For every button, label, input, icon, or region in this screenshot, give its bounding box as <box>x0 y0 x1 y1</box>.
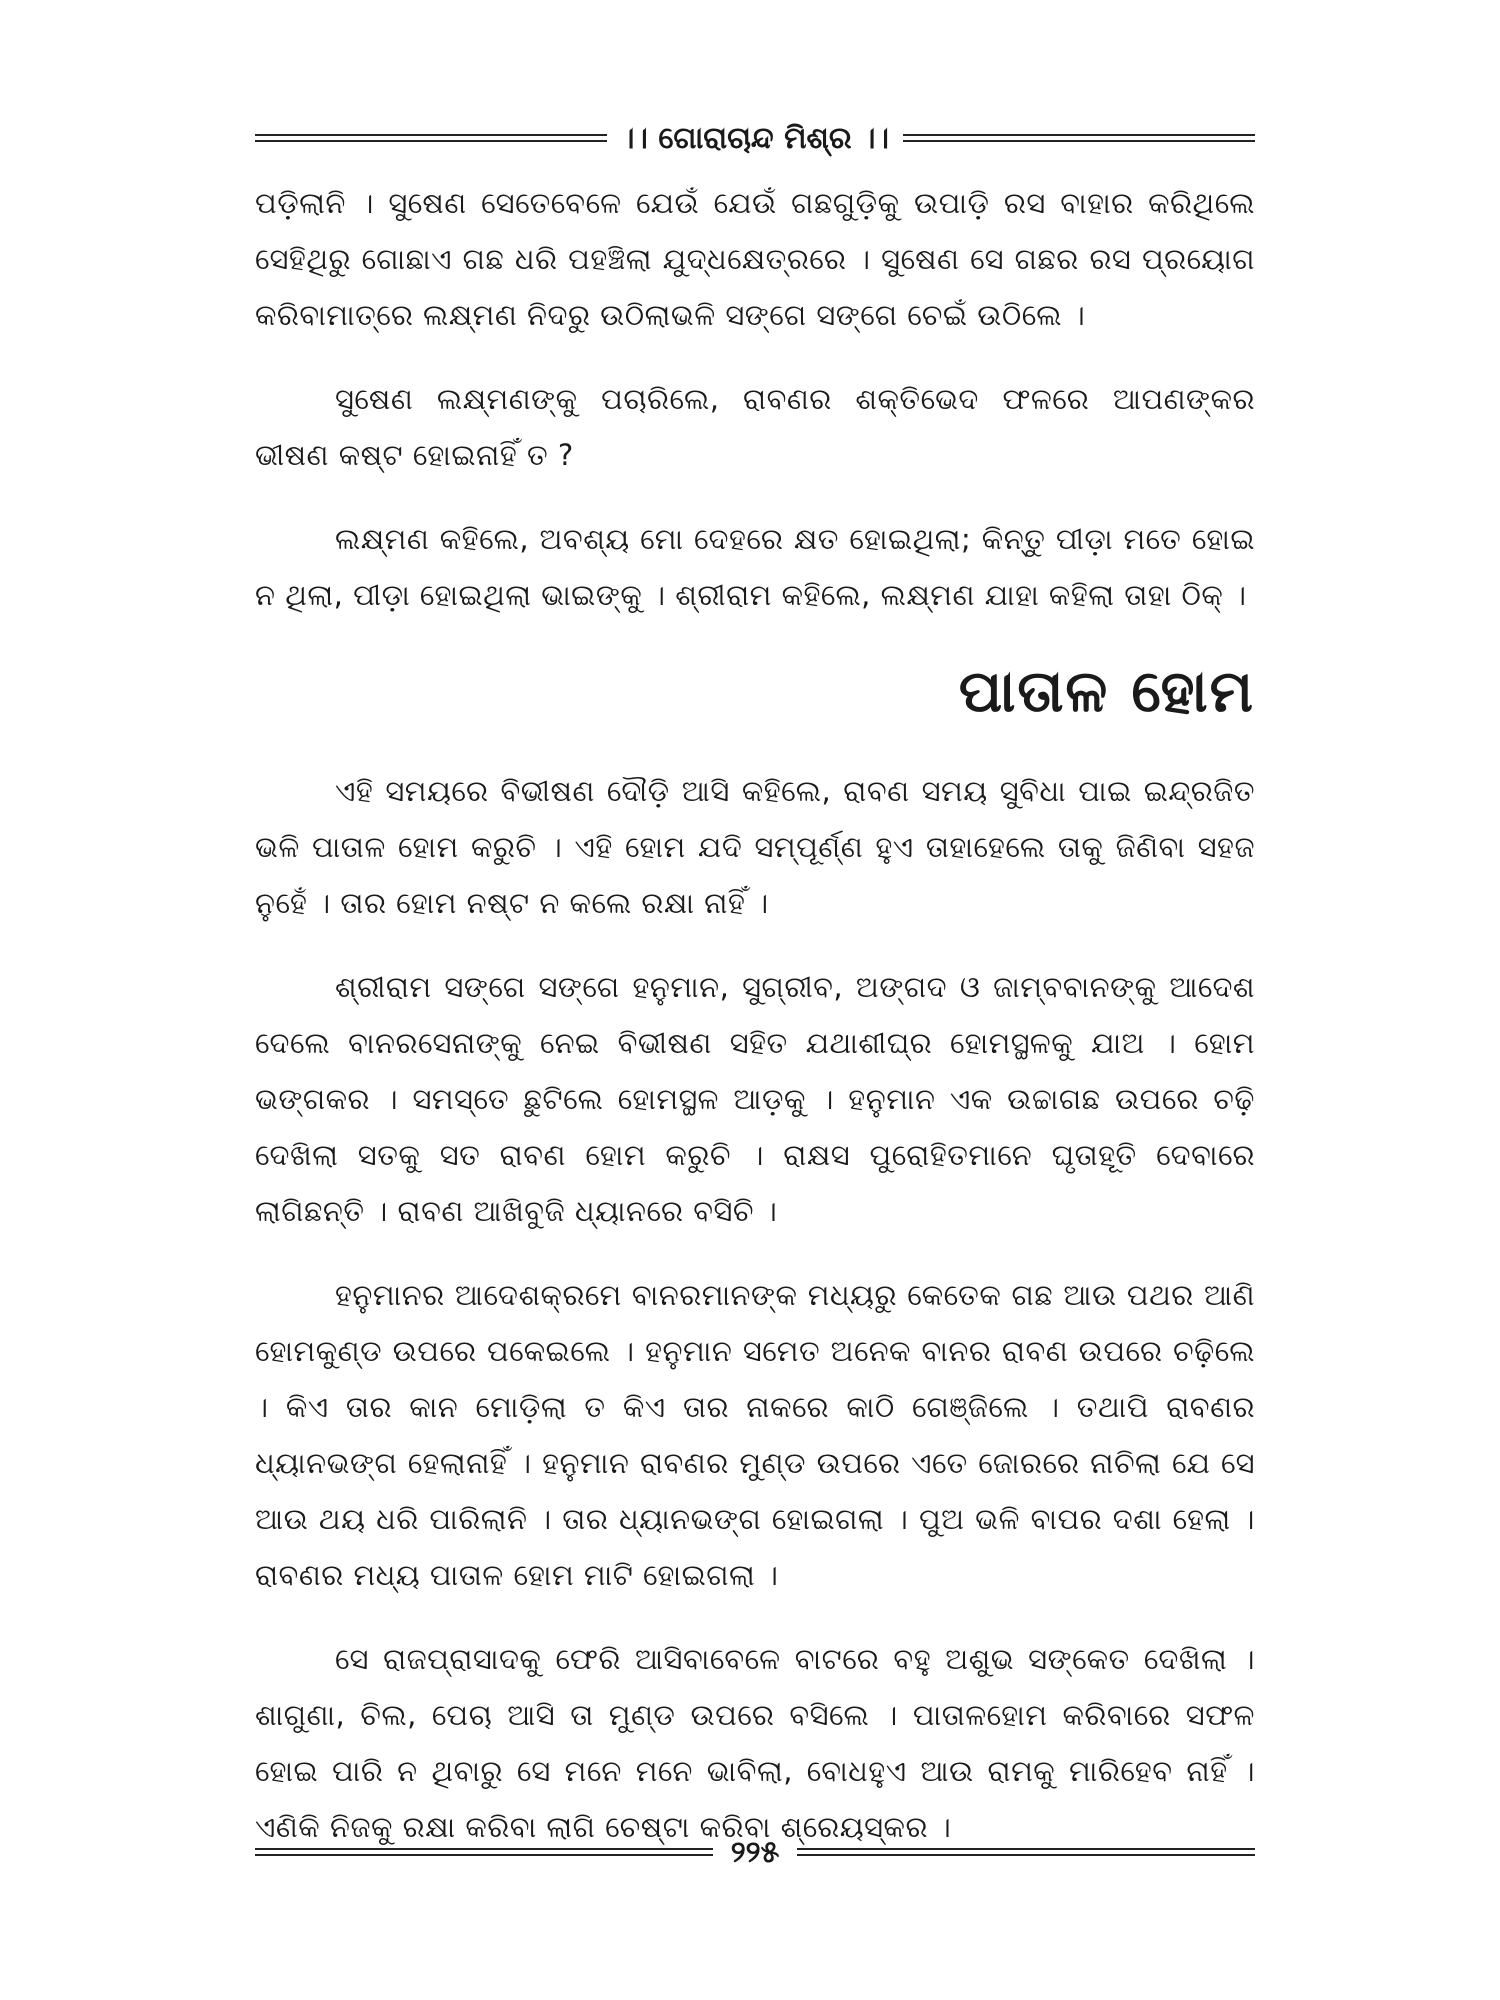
header-title: ।। ଗୋରାଚାନ୍ଦ ମିଶ୍ର ।। <box>620 120 890 156</box>
header-rule-right <box>903 134 1255 142</box>
footer-rule-left <box>255 1848 713 1856</box>
footer-rule-right <box>797 1848 1255 1856</box>
page-footer <box>255 1832 1255 1872</box>
paragraph-continued: ପଡ଼ିଲାନି । ସୁଷେଣ ସେତେବେଳେ ଯେଉଁ ଯେଉଁ ଗଛଗୁଡ଼ିକୁ ଉପାଡ଼ି ରସ ବାହାର କରିଥିଲେ ସେହିଥିରୁ ଗୋଛାଏ ଗଛ ଧରି ପହଞ୍ଚିଲା ଯୁଦ୍ଧକ୍ଷେତ୍ରରେ । ସୁଷେଣ ସେ ଗଛର ରସ ପ୍ରୟୋଗ କରିବାମାତ୍ରେ ଲକ୍ଷ୍ମଣ ନିଦରୁ ଉଠିଲାଭଳି ସଙ୍ଗେ ସଙ୍ଗେ ଚେଇଁ ଉଠିଲେ । <box>255 186 1255 332</box>
paragraph: ଏହି ସମୟରେ ବିଭୀଷଣ ଦୌଡ଼ି ଆସି କହିଲେ, ରାବଣ ସମୟ ସୁବିଧା ପାଇ ଇନ୍ଦ୍ରଜିତ ଭଳି ପାତାଳ ହୋମ କରୁଚି । ଏହି ହୋମ ଯଦି ସମ୍ପୂର୍ଣ୍ଣ ହୁଏ ତାହାହେଲେ ତାକୁ ଜିଣିବା ସହଜ ନୁହେଁ । ତାର ହୋମ ନଷ୍ଟ ନ କଲେ ରକ୍ଷା ନାହିଁ । <box>255 774 1255 920</box>
page-number: ୨୨୫ <box>730 1834 780 1870</box>
section-heading: ପାତାଳ ହୋମ <box>958 657 1255 725</box>
page-body <box>255 175 1255 1883</box>
header-rule-left <box>255 134 607 142</box>
paragraph: ସୁଷେଣ ଲକ୍ଷ୍ମଣଙ୍କୁ ପଚାରିଲେ, ରାବଣର ଶକ୍ତିଭେଦ ଫଳରେ ଆପଣଙ୍କର ଭୀଷଣ କଷ୍ଟ ହୋଇନାହିଁ ତ ? <box>255 382 1255 472</box>
paragraph: ହନୁମାନର ଆଦେଶକ୍ରମେ ବାନରମାନଙ୍କ ମଧ୍ୟରୁ କେତେକ ଗଛ ଆଉ ପଥର ଆଣି ହୋମକୁଣ୍ଡ ଉପରେ ପକେଇଲେ । ହନୁମାନ ସମେତ ଅନେକ ବାନର ରାବଣ ଉପରେ ଚଢ଼ିଲେ । କିଏ ତାର କାନ ମୋଡ଼ିଲା ତ କିଏ ତାର ନାକରେ କାଠି ଗେଞ୍ଜିଲେ । ତଥାପି ରାବଣର ଧ୍ୟାନଭଙ୍ଗ ହେଲାନାହିଁ । ହନୁମାନ ରାବଣର ମୁଣ୍ଡ ଉପରେ ଏତେ ଜୋରରେ ନାଚିଲା ଯେ ସେ ଆଉ ଥୟ ଧରି ପାରିଲାନି । ତାର ଧ୍ୟାନଭଙ୍ଗ ହୋଇଗଲା । ପୁଅ ଭଳି ବାପର ଦଶା ହେଲା । ରାବଣର ମଧ୍ୟ ପାତାଳ ହୋମ ମାଟି ହୋଇଗଲା । <box>255 1278 1255 1592</box>
paragraph: ଶ୍ରୀରାମ ସଙ୍ଗେ ସଙ୍ଗେ ହନୁମାନ, ସୁଗ୍ରୀବ, ଅଙ୍ଗଦ ଓ ଜାମ୍ବବାନଙ୍କୁ ଆଦେଶ ଦେଲେ ବାନରସେନାଙ୍କୁ ନେଇ ବିଭୀଷଣ ସହିତ ଯଥାଶୀଘ୍ର ହୋମସ୍ଥଳକୁ ଯାଅ । ହୋମ ଭଙ୍ଗକର । ସମସ୍ତେ ଛୁଟିଲେ ହୋମସ୍ଥଳ ଆଡ଼କୁ । ହନୁମାନ ଏକ ଉଚ୍ଚାଗଛ ଉପରେ ଚଢ଼ି ଦେଖିଲା ସତକୁ ସତ ରାବଣ ହୋମ କରୁଚି । ରାକ୍ଷସ ପୁରୋହିତମାନେ ଘୃତାହୂତି ଦେବାରେ ଲାଗିଛନ୍ତି । ରାବଣ ଆଖିବୁଜି ଧ୍ୟାନରେ ବସିଚି । <box>255 970 1255 1228</box>
paragraph: ଲକ୍ଷ୍ମଣ କହିଲେ, ଅବଶ୍ୟ ମୋ ଦେହରେ କ୍ଷତ ହୋଇଥିଲା; କିନ୍ତୁ ପୀଡ଼ା ମତେ ହୋଇ ନ ଥିଲା, ପୀଡ଼ା ହୋଇଥିଲା ଭାଇଙ୍କୁ । ଶ୍ରୀରାମ କହିଲେ, ଲକ୍ଷ୍ମଣ ଯାହା କହିଲା ତାହା ଠିକ୍ । <box>255 522 1255 612</box>
running-header <box>255 118 1255 158</box>
paragraph: ସେ ରାଜପ୍ରାସାଦକୁ ଫେରି ଆସିବାବେଳେ ବାଟରେ ବହୁ ଅଶୁଭ ସଙ୍କେତ ଦେଖିଲା । ଶାଗୁଣା, ଚିଲ, ପେଚା ଆସି ତା ମୁଣ୍ଡ ଉପରେ ବସିଲେ । ପାତାଳହୋମ କରିବାରେ ସଫଳ ହୋଇ ପାରି ନ ଥିବାରୁ ସେ ମନେ ମନେ ଭାବିଲା, ବୋଧହୁଏ ଆଉ ରାମକୁ ମାରିହେବ ନାହିଁ । ଏଣିକି ନିଜକୁ ରକ୍ଷା କରିବା ଲାଗି ଚେଷ୍ଟା କରିବା ଶ୍ରେୟସ୍କର । <box>255 1642 1255 1844</box>
